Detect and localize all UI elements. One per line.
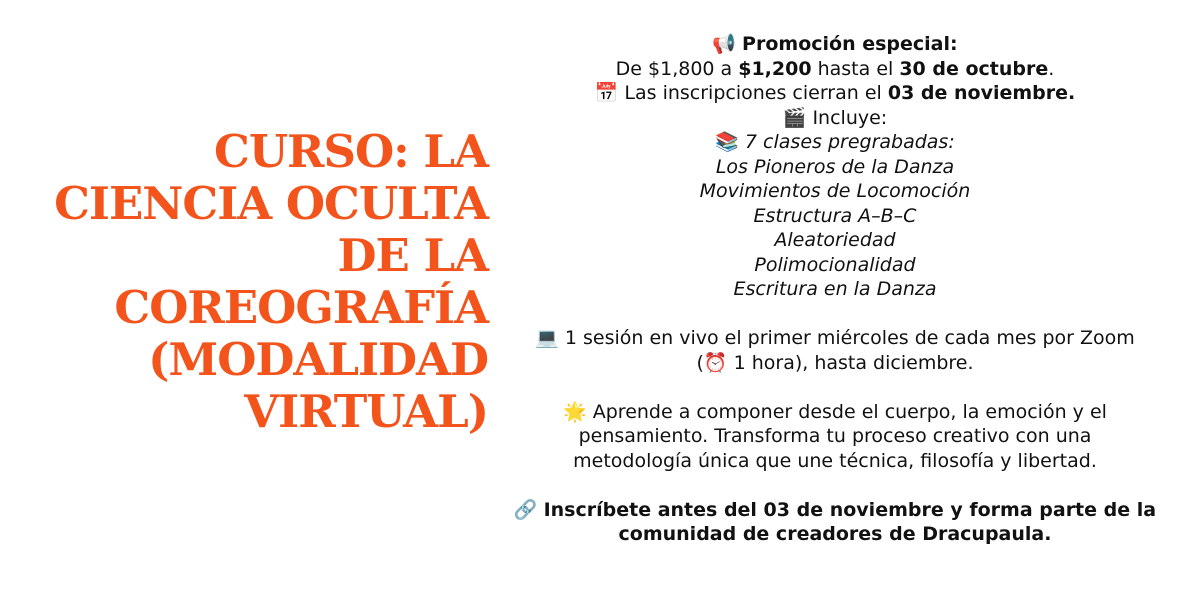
cta-line: comunidad de creadores de Dracupaula. [618, 523, 1052, 545]
price-prefix: De $1,800 a [615, 57, 739, 80]
course-title-line: DE LA [337, 229, 488, 282]
live-session-line [500, 326, 1170, 351]
course-info [500, 32, 1170, 547]
class-item: Aleatoriedad [774, 229, 896, 251]
calendar-icon: 📅 [594, 82, 619, 104]
live-session-text: 1 sesión en vivo el primer miércoles de cada mes por Zoom [564, 327, 1135, 349]
price-middle: hasta el [811, 57, 900, 80]
live-duration-text: 1 hora), hasta diciembre. [727, 351, 974, 374]
description-text: Aprende a componer desde el cuerpo, la emoción y el [592, 400, 1107, 423]
course-title-line: (MODALIDAD [148, 333, 488, 386]
class-item: Polimocionalidad [754, 253, 916, 276]
spacer [500, 473, 1170, 498]
deadline-date: 03 de noviembre. [887, 82, 1076, 104]
class-item: Los Pioneros de la Danza [715, 155, 955, 178]
price-end: . [1048, 57, 1055, 80]
price-date: 30 de octubre [899, 57, 1049, 80]
spacer [500, 302, 1170, 327]
cta-line [500, 498, 1170, 523]
description-line: pensamiento. Transforma tu proceso creativo con una [578, 425, 1092, 447]
laptop-icon: 💻 [535, 327, 559, 349]
class-item: Escritura en la Danza [733, 278, 937, 300]
classes-label: 7 clases pregrabadas: [744, 131, 955, 153]
course-title-line: CURSO: LA [214, 125, 488, 178]
classes-label-line [500, 130, 1170, 155]
cta-text: Inscríbete antes del 03 de noviembre y forma parte de la [543, 498, 1157, 521]
includes-label: Incluye: [812, 106, 888, 129]
deadline-line [500, 81, 1170, 106]
price-line [500, 57, 1170, 82]
spacer [500, 375, 1170, 400]
promo-heading: Promoción especial: [742, 33, 958, 55]
clapper-board-icon: 🎬 [782, 106, 807, 129]
books-icon: 📚 [715, 131, 739, 153]
link-icon: 🔗 [513, 498, 538, 521]
course-title-line: CIENCIA OCULTA [54, 177, 488, 230]
description-line [500, 400, 1170, 425]
class-item: Movimientos de Locomoción [699, 180, 971, 202]
price-new: $1,200 [738, 57, 812, 80]
deadline-prefix: Las inscripciones cierran el [624, 82, 888, 104]
course-title-line: COREOGRAFÍA [114, 281, 488, 334]
live-duration-open: ( [696, 351, 704, 374]
course-title-line: VIRTUAL) [244, 385, 488, 438]
promo-heading-line [500, 32, 1170, 57]
live-duration-line [500, 351, 1170, 376]
glowing-star-icon: 🌟 [563, 400, 587, 423]
megaphone-icon: 📢 [712, 33, 737, 55]
class-item: Estructura A–B–C [753, 204, 917, 227]
alarm-clock-icon: ⏰ [703, 351, 728, 374]
course-title [20, 126, 488, 438]
description-line: metodología única que une técnica, filosofía y libertad. [573, 449, 1097, 472]
includes-line [500, 106, 1170, 131]
